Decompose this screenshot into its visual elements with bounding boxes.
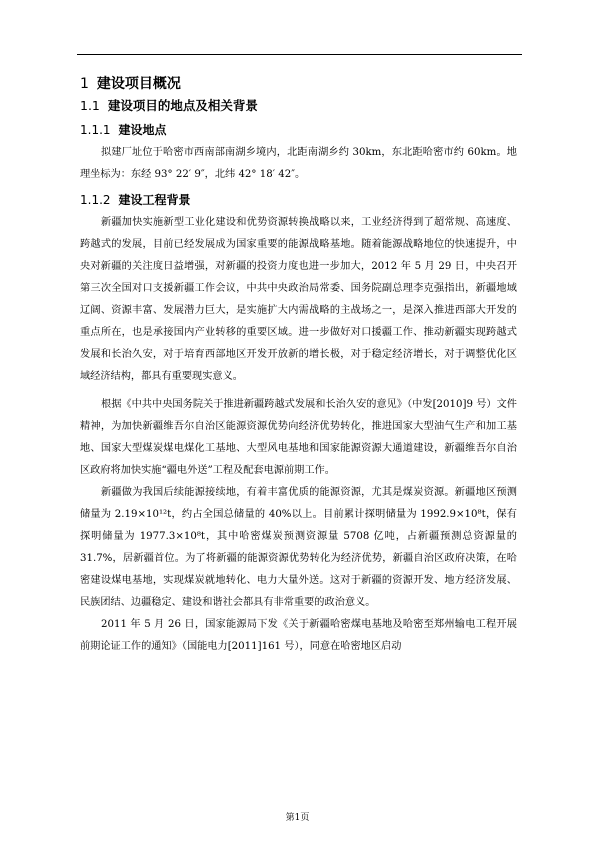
heading-text: 建设项目的地点及相关背景 (107, 98, 258, 113)
heading-number: 1.1.1 (80, 123, 111, 137)
heading-number: 1.1 (80, 98, 100, 113)
paragraph-background-2: 根据《中共中央国务院关于推进新疆跨越式发展和长治久安的意见》（中发[2010]9 号）文件精神，为加快新疆维吾尔自治区能源资源优势向经济优势转化，推进国家大型油气生产和加工基地、国家大型煤炭煤电煤化工基地、大型风电基地和国家能源资源大通道建设，新疆维吾尔自治区政府将加快实施“疆电外送”工程及配套电源前期工作。 (80, 399, 517, 476)
section-heading-1-1 (80, 96, 517, 116)
section-heading-1-1-1 (80, 120, 517, 140)
section-heading-1 (80, 74, 517, 94)
paragraph-background-1: 新疆加快实施新型工业化建设和优势资源转换战略以来，工业经济得到了超常规、高速度、跨越式的发展，目前已经发展成为国家重要的能源战略基地。随着能源战略地位的快速提升，中央对新疆的关注度日益增强，对新疆的投资力度也进一步加大，2012 年 5 月 29 日，中央召开第三次全国对口支援新疆工作会议，中共中央政治局常委、国务院副总理李克强指出，新疆地域辽阔、资源丰富、发展潜力巨大，是实施扩大内需战略的主战场之一，是深入推进西部大开发的重点所在，也是承接国内产业转移的重要区域。进一步做好对口援疆工作、推动新疆实现跨越式发展和长治久安，对于培育西部地区开发开放新的增长极，对于稳定经济增长，对于调整优化区域经济结构，都具有重要现实意义。 (80, 217, 517, 382)
heading-text: 建设项目概况 (96, 76, 181, 92)
page-number: 第1页 (285, 813, 310, 823)
paragraph-background-3: 新疆做为我国后续能源接续地，有着丰富优质的能源资源，尤其是煤炭资源。新疆地区预测储量为 2.19×10¹²t，约占全国总储量的 40%以上。目前累计探明储量为 1992.9×10⁸t，保有探明储量为 1977.3×10⁸t，其中哈密煤炭预测资源量 5708 亿吨，占新疆预测总资源量的 31.7%，居新疆首位。为了将新疆的能源资源优势转化为经济优势，新疆自治区政府决策，在哈密建设煤电基地，实现煤炭就地转化、电力大量外送。这对于新疆的资源开发、地方经济发展、民族团结、边疆稳定、建设和谐社会都具有非常重要的政治意义。 (80, 487, 517, 608)
section-heading-1-1-2 (80, 190, 517, 210)
document-body (80, 74, 517, 658)
heading-number: 1 (80, 76, 89, 92)
heading-number: 1.1.2 (80, 193, 111, 207)
heading-text: 建设地点 (118, 123, 167, 137)
header-rule (77, 54, 522, 55)
paragraph-background-4: 2011 年 5 月 26 日，国家能源局下发《关于新疆哈密煤电基地及哈密至郑州输电工程开展前期论证工作的通知》（国能电力[2011]161 号），同意在哈密地区启动 (80, 619, 517, 652)
paragraph-location: 拟建厂址位于哈密市西南部南湖乡境内，北距南湖乡约 30km，东北距哈密市约 60km。地理坐标为：东经 93° 22′ 9″，北纬 42° 18′ 42″。 (80, 147, 517, 180)
heading-text: 建设工程背景 (118, 193, 191, 207)
